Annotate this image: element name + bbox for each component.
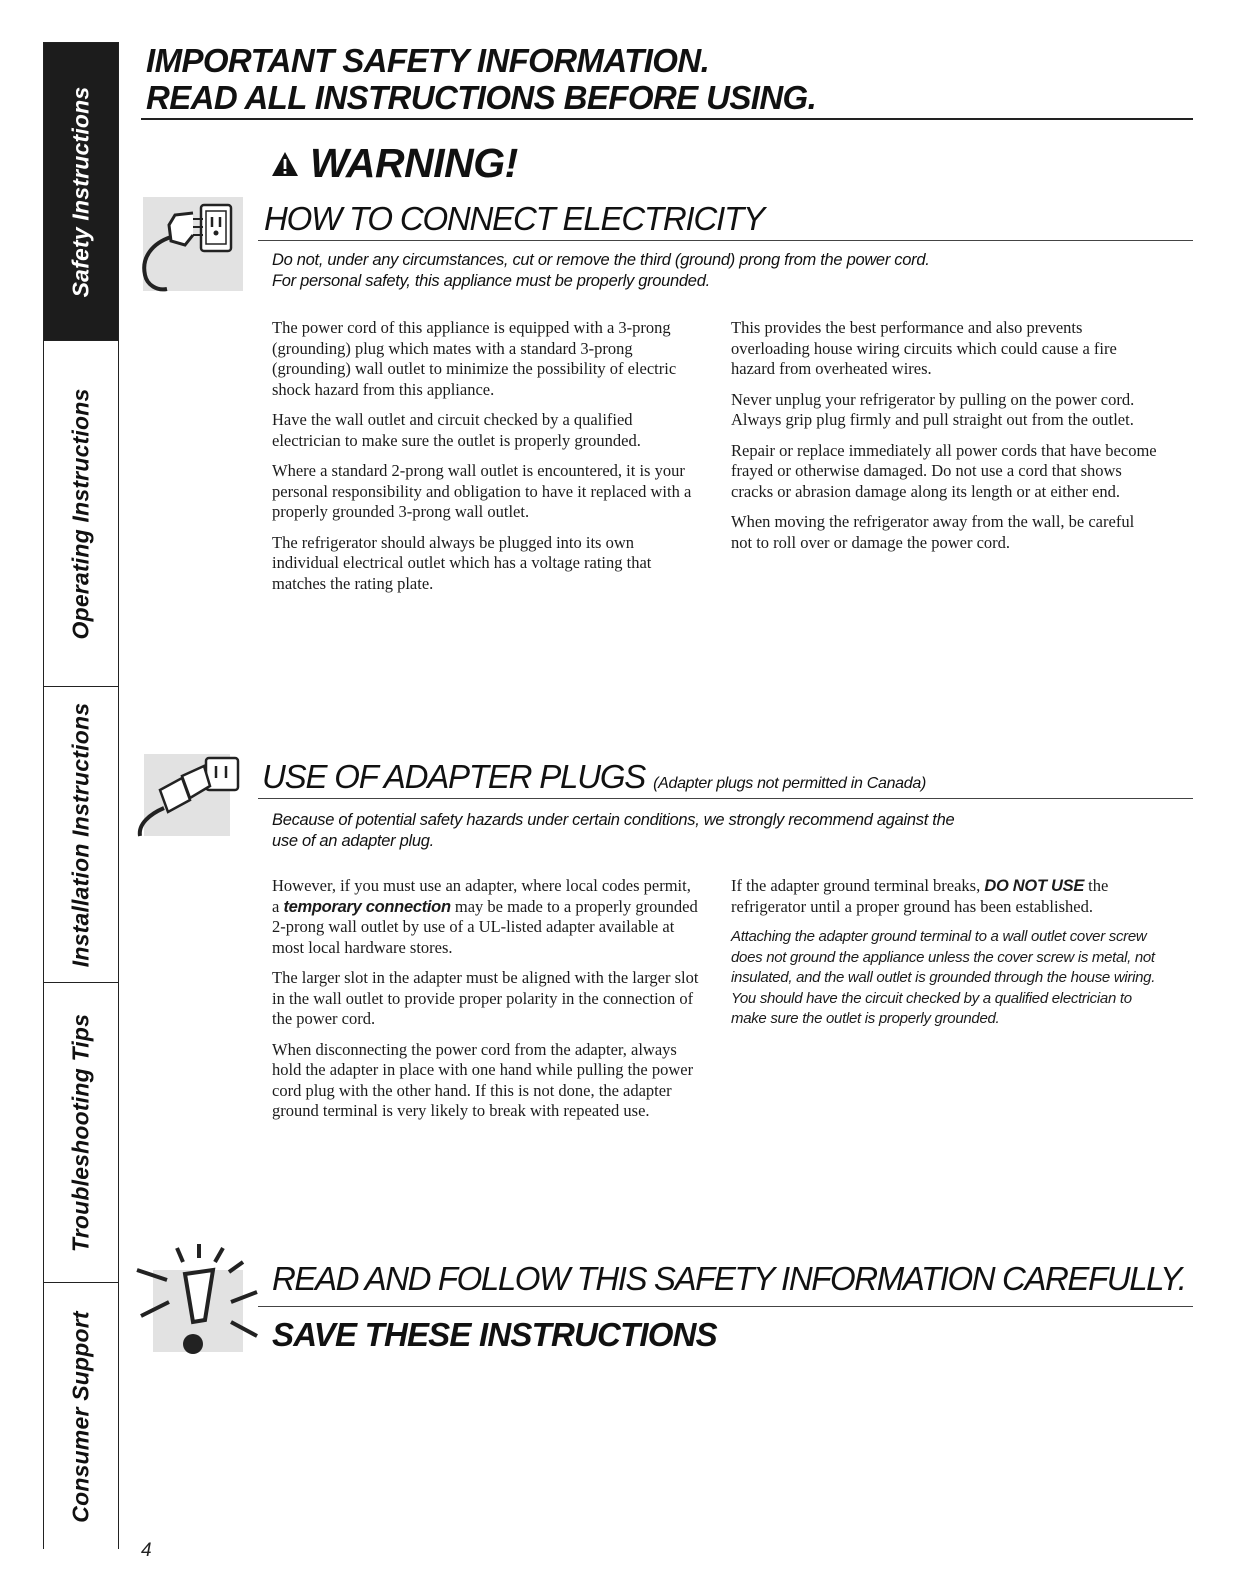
tab-label: Consumer Support — [67, 1310, 94, 1523]
section2-right-column — [731, 876, 1159, 1040]
page-number: 4 — [141, 1540, 152, 1561]
header-line-2: READ ALL INSTRUCTIONS BEFORE USING. — [146, 79, 817, 116]
header-rule — [141, 118, 1193, 120]
paragraph: Where a standard 2-prong wall outlet is encountered, it is your personal responsibility and obligation to have it replaced with a properly grounded 3-prong wall outlet. — [272, 461, 692, 521]
lead-line: Do not, under any circumstances, cut or remove the third (ground) prong from the power cord. — [272, 251, 930, 269]
section-title-adapter-plugs — [262, 758, 926, 796]
section-title-note: (Adapter plugs not permitted in Canada) — [653, 775, 926, 792]
section-lead — [272, 250, 1172, 292]
tab-consumer-support[interactable] — [44, 1283, 118, 1550]
paragraph: This provides the best performance and also prevents overloading house wiring circuits which could cause a fire hazard from overheated wires. — [731, 318, 1117, 378]
tab-label: Installation Instructions — [67, 702, 94, 967]
tab-safety-instructions[interactable] — [44, 43, 118, 341]
tab-label: Operating Instructions — [67, 387, 94, 640]
section2-left-column — [272, 876, 700, 1132]
lightbulb-alert-icon — [133, 1240, 263, 1365]
emphasis-do-not-use: DO NOT USE — [984, 877, 1085, 895]
tab-operating-instructions[interactable] — [44, 341, 118, 687]
tab-label: Troubleshooting Tips — [67, 1013, 94, 1252]
page-header — [146, 42, 816, 116]
paragraph: When disconnecting the power cord from the adapter, always hold the adapter in place with one hand while pulling the power cord plug with the other hand. If this is not done, the adapter ground terminal is very likely to break with repeated use. — [272, 1039, 694, 1120]
paragraph: When moving the refrigerator away from the wall, be careful not to roll over or damage the power cord. — [731, 512, 1135, 552]
warning-heading — [270, 140, 518, 187]
notice-read-and-follow: READ AND FOLLOW THIS SAFETY INFORMATION CAREFULLY. — [272, 1260, 1186, 1297]
tab-troubleshooting-tips[interactable] — [44, 983, 118, 1283]
paragraph: The refrigerator should always be plugged into its own individual electrical outlet which has a voltage rating that matches the rating plate. — [272, 532, 652, 593]
tab-label: Safety Instructions — [67, 86, 94, 297]
section-lead — [272, 810, 1172, 852]
section1-left-column — [272, 318, 700, 604]
header-line-1: IMPORTANT SAFETY INFORMATION. — [146, 42, 710, 79]
paragraph: The larger slot in the adapter must be aligned with the larger slot in the wall outlet to provide proper polarity in the connection of the power cord. — [272, 968, 699, 1028]
paragraph: Attaching the adapter ground terminal to a wall outlet cover screw does not ground the appliance unless the cover screw is metal, not insulated, and the wall outlet is grounded through the house wiring. You should have the circuit checked by a qualified electrician to make sure the outlet is properly grounded. — [731, 928, 1156, 1027]
emphasis-temporary-connection: temporary connection — [283, 897, 451, 916]
notice-save-instructions: SAVE THESE INSTRUCTIONS — [272, 1316, 717, 1353]
section-rule — [258, 798, 1193, 799]
warning-triangle-icon — [270, 149, 300, 179]
section-title-connect-electricity: HOW TO CONNECT ELECTRICITY — [264, 200, 764, 237]
section-rule — [258, 240, 1193, 241]
tab-installation-instructions[interactable] — [44, 687, 118, 983]
section-rule — [258, 1306, 1193, 1307]
paragraph: Never unplug your refrigerator by pulling on the power cord. Always grip plug firmly and pull straight out from the outlet. — [731, 389, 1135, 429]
lead-line: For personal safety, this appliance must be properly grounded. — [272, 272, 710, 290]
paragraph: The power cord of this appliance is equipped with a 3-prong (grounding) plug which mates with a standard 3-prong (grounding) wall outlet to minimize the possibility of electric shock hazard from this appliance. — [272, 318, 677, 399]
warning-text: WARNING! — [310, 140, 518, 186]
plug-outlet-icon — [133, 195, 258, 295]
lead-line: Because of potential safety hazards under certain conditions, we strongly recommend against the — [272, 811, 955, 829]
section-title-text: USE OF ADAPTER PLUGS — [262, 758, 646, 795]
paragraph: If the adapter ground terminal breaks, DO NOT USE the refrigerator until a proper ground has been established. — [731, 876, 1109, 916]
paragraph: However, if you must use an adapter, where local codes permit, a temporary connection may be made to a properly grounded 2-prong wall outlet by use of a UL-listed adapter available at most local hardware stores. — [272, 876, 698, 957]
paragraph: Have the wall outlet and circuit checked by a qualified electrician to make sure the outlet is properly grounded. — [272, 410, 641, 450]
sidebar-tabs — [43, 42, 119, 1549]
paragraph: Repair or replace immediately all power cords that have become frayed or otherwise damaged. Do not use a cord that shows cracks or abrasion damage along its length or at either end. — [731, 440, 1157, 501]
adapter-plug-icon — [132, 752, 252, 842]
lead-line: use of an adapter plug. — [272, 832, 434, 850]
section1-right-column — [731, 318, 1159, 563]
